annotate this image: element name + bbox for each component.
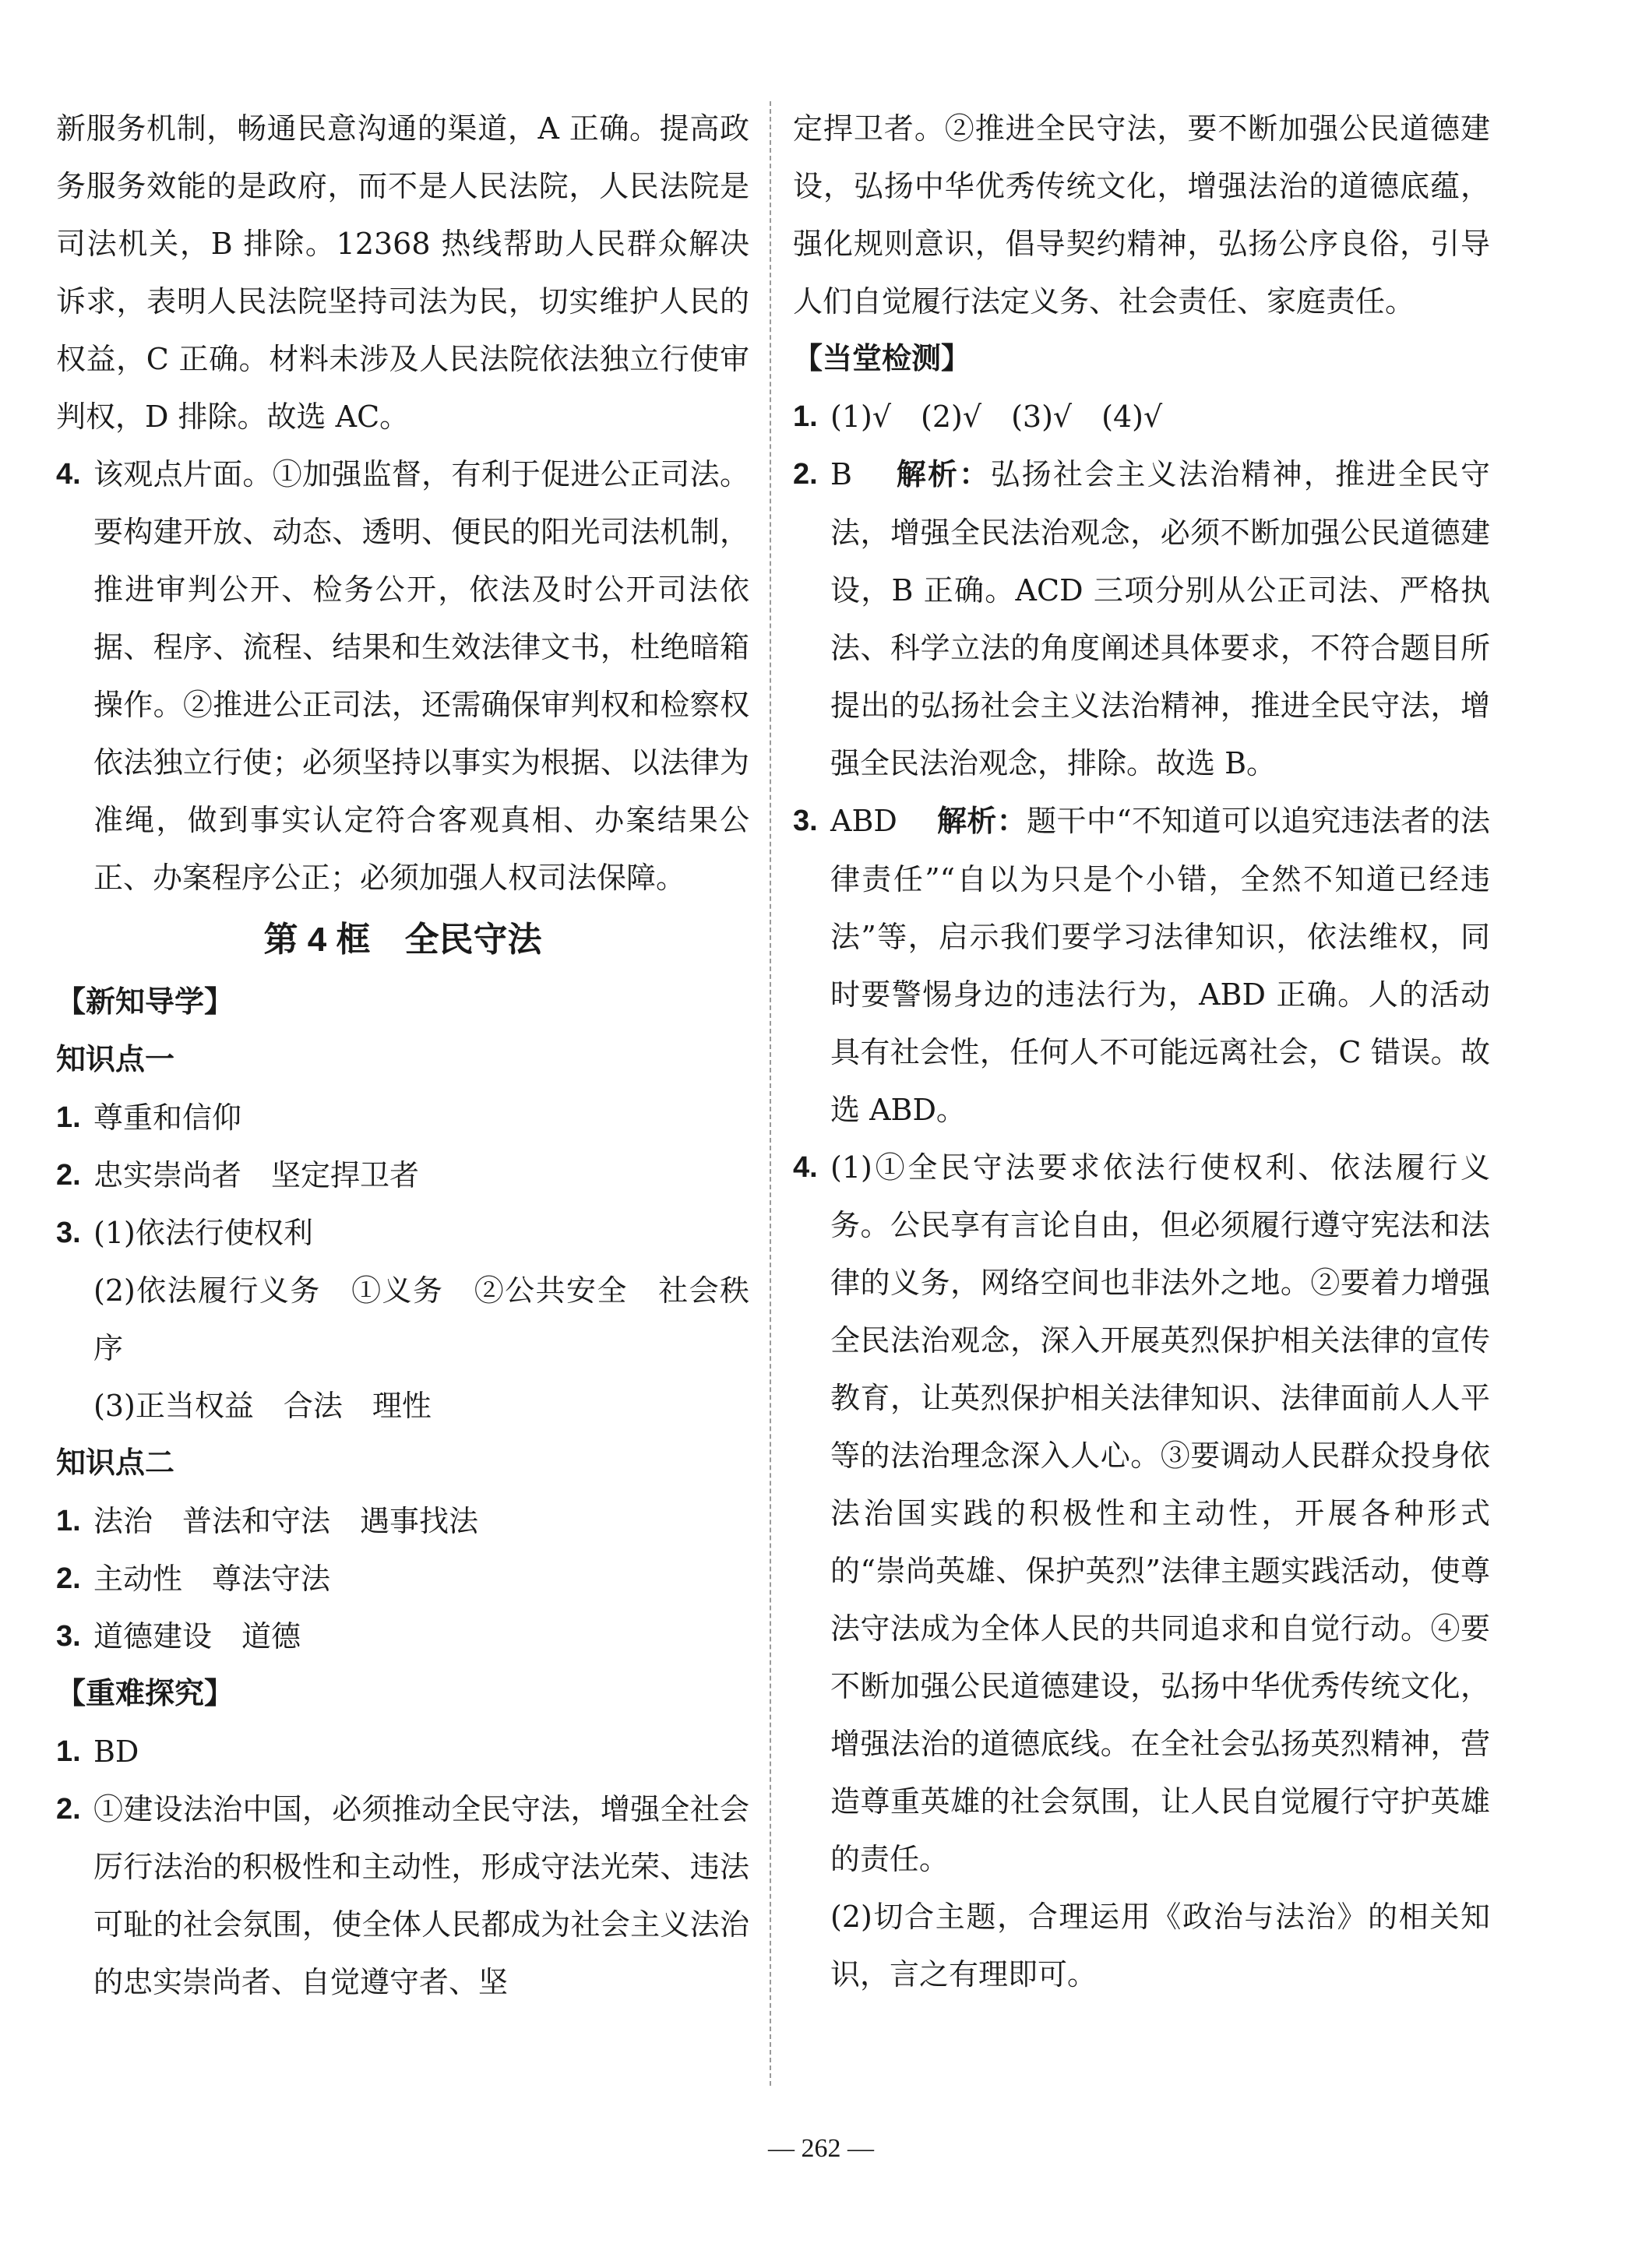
item-text: (1)依法行使权利 bbox=[93, 1216, 313, 1250]
section-heading-zhongnan: 【重难探究】 bbox=[56, 1678, 234, 1710]
left-paragraph-continuation: 新服务机制，畅通民意沟通的渠道，A 正确。提高政务服务效能的是政府，而不是人民法院，人民法院是司法机关，B 排除。12368 热线帮助人民群众解决诉求，表明人民法院坚持司法为民，切实维护人民的权益，C 正确。材料未涉及人民法院依法独立行使审判权，D 排除。故选 AC。 bbox=[56, 111, 749, 434]
list-item bbox=[56, 1608, 749, 1665]
item-text: 该观点片面。①加强监督，有利于促进公正司法。要构建开放、动态、透明、便民的阳光司法机制，推进审判公开、检务公开，依法及时公开司法依据、程序、流程、结果和生效法律文书，杜绝暗箱操作。②推进公正司法，还需确保审判权和检察权依法独立行使；必须坚持以事实为根据、以法律为准绳，做到事实认定符合客观真相、办案结果公正、办案程序公正；必须加强人权司法保障。 bbox=[93, 457, 749, 895]
right-column bbox=[793, 100, 1490, 2003]
analysis-label: 解析： bbox=[896, 459, 991, 491]
right-paragraph-continuation: 定捍卫者。②推进全民守法，要不断加强公民道德建设，弘扬中华优秀传统文化，增强法治的道德底蕴，强化规则意识，倡导契约精神，弘扬公序良俗，引导人们自觉履行法定义务、社会责任、家庭责任。 bbox=[793, 111, 1490, 319]
sub-item: (2)切合主题，合理运用《政治与法治》的相关知识，言之有理即可。 bbox=[830, 1900, 1490, 1992]
analysis-text: 弘扬社会主义法治精神，推进全民守法，增强全民法治观念，必须不断加强公民道德建设，B 正确。ACD 三项分别从公正司法、严格执法、科学立法的角度阐述具体要求，不符合题目所提出的弘扬社会主义法治精神，推进全民守法，增强全民法治观念，排除。故选 B。 bbox=[830, 457, 1490, 780]
item-number: 2. bbox=[56, 1793, 81, 1826]
item-number: 1. bbox=[793, 400, 818, 433]
item-text bbox=[830, 792, 1490, 1139]
list-item bbox=[56, 1550, 749, 1608]
analysis-text: 题干中“不知道可以追究违法者的法律责任”“自以为只是个小错，全然不知道已经违法”等，启示我们要学习法律知识，依法维权，同时要警惕身边的违法行为，ABD 正确。人的活动具有社会性，任何人不可能远离社会，C 错误。故选 ABD。 bbox=[830, 804, 1490, 1127]
answer: (1)√ (2)√ (3)√ (4)√ bbox=[830, 400, 1163, 434]
analysis-label: 解析： bbox=[937, 805, 1027, 838]
item-number: 1. bbox=[56, 1735, 81, 1768]
item-text: 忠实崇尚者 坚定捍卫者 bbox=[93, 1158, 420, 1192]
item-text: 道德建设 道德 bbox=[93, 1619, 301, 1653]
item-number: 2. bbox=[56, 1159, 81, 1192]
list-item bbox=[56, 1204, 749, 1262]
list-item bbox=[793, 446, 1490, 792]
item-number: 2. bbox=[793, 458, 818, 491]
item-text: ①建设法治中国，必须推动全民守法，增强全社会厉行法治的积极性和主动性，形成守法光荣、违法可耻的社会氛围，使全体人民都成为社会主义法治的忠实崇尚者、自觉遵守者、坚 bbox=[93, 1792, 749, 1999]
section-heading-xinzhi: 【新知导学】 bbox=[56, 986, 234, 1019]
answer: B bbox=[830, 457, 852, 491]
answer: ABD bbox=[830, 804, 897, 838]
item-number: 4. bbox=[56, 458, 81, 491]
item-text bbox=[830, 388, 1490, 446]
frame-title: 第 4 框 全民守法 bbox=[263, 921, 542, 959]
item-number: 3. bbox=[56, 1217, 81, 1249]
sub-item: (3)正当权益 合法 理性 bbox=[93, 1389, 432, 1423]
item-number: 3. bbox=[56, 1620, 81, 1653]
list-item bbox=[56, 1089, 749, 1146]
item-number: 4. bbox=[793, 1151, 818, 1184]
item-number: 3. bbox=[793, 805, 818, 837]
item-text: 尊重和信仰 bbox=[93, 1101, 242, 1135]
item-text bbox=[830, 446, 1490, 792]
list-item bbox=[793, 388, 1490, 446]
list-item bbox=[56, 1780, 749, 2011]
left-question-4 bbox=[56, 446, 749, 907]
item-text: BD bbox=[93, 1734, 139, 1769]
section-heading-dangtang: 【当堂检测】 bbox=[793, 343, 971, 375]
column-divider bbox=[770, 101, 771, 2086]
item-text: (1)①全民守法要求依法行使权利、依法履行义务。公民享有言论自由，但必须履行遵守宪法和法律的义务，网络空间也非法外之地。②要着力增强全民法治观念，深入开展英烈保护相关法律的宣传教育，让英烈保护相关法律知识、法律面前人人平等的法治理念深入人心。③要调动人民群众投身依法治国实践的积极性和主动性，开展各种形式的“崇尚英雄、保护英烈”法律主题实践活动，使尊法守法成为全体人民的共同追求和自觉行动。④要不断加强公民道德建设，弘扬中华优秀传统文化，增强法治的道德底线。在全社会弘扬英烈精神，营造尊重英雄的社会氛围，让人民自觉履行守护英雄的责任。 bbox=[830, 1150, 1490, 1876]
item-number: 2. bbox=[56, 1562, 81, 1595]
list-item bbox=[56, 1146, 749, 1204]
list-item bbox=[56, 1492, 749, 1550]
list-item bbox=[793, 1139, 1490, 1888]
knowledge-point-2: 知识点二 bbox=[56, 1447, 175, 1480]
knowledge-point-1: 知识点一 bbox=[56, 1044, 175, 1076]
item-number: 1. bbox=[56, 1101, 81, 1134]
item-text: 法治 普法和守法 遇事找法 bbox=[93, 1504, 479, 1538]
item-number: 1. bbox=[56, 1505, 81, 1537]
left-column bbox=[56, 100, 749, 2011]
item-text: 主动性 尊法守法 bbox=[93, 1562, 331, 1596]
list-item bbox=[56, 1723, 749, 1780]
page-number: — 262 — bbox=[768, 2134, 874, 2163]
sub-item: (2)依法履行义务 ①义务 ②公共安全 社会秩序 bbox=[93, 1273, 749, 1365]
list-item bbox=[793, 792, 1490, 1139]
